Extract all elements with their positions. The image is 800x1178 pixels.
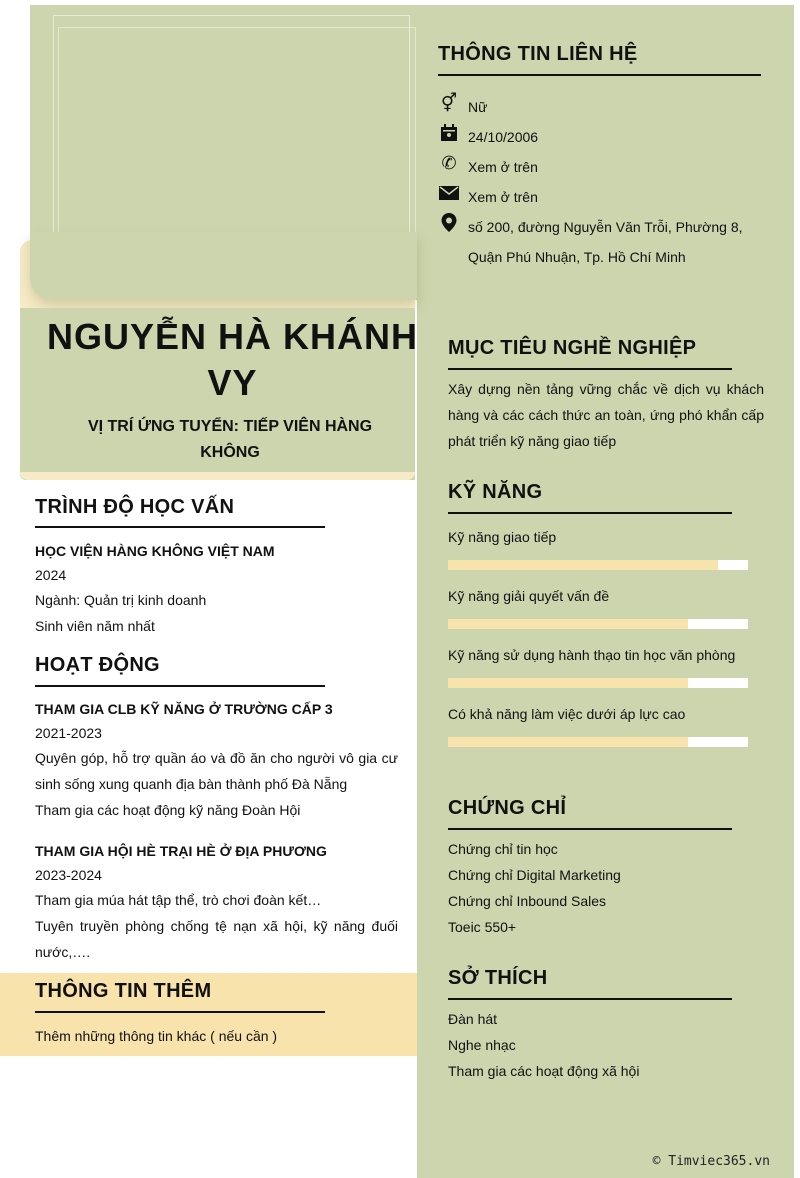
contact-birthday-row <box>438 122 538 152</box>
activities-title-underline <box>35 685 325 687</box>
activities-title: HOẠT ĐỘNG <box>35 654 160 676</box>
gender-icon: ⚥ <box>440 92 458 113</box>
email-icon <box>438 182 460 204</box>
hobbies-title-underline <box>448 998 732 1000</box>
contact-email-row <box>438 182 538 212</box>
skills-title-underline <box>448 512 732 514</box>
location-pin-icon <box>438 212 460 234</box>
education-title-underline <box>35 526 325 528</box>
certificate-item: Chứng chỉ Inbound Sales <box>448 893 607 909</box>
contact-title-underline <box>438 74 761 76</box>
activity-name: THAM GIA CLB KỸ NĂNG Ở TRƯỜNG CẤP 3 <box>35 701 333 717</box>
skill-label: Kỹ năng sử dụng hành thạo tin học văn phòng <box>448 647 736 663</box>
skill-bar <box>448 560 748 570</box>
activity-description: Tham gia các hoạt động kỹ năng Đoàn Hội <box>35 802 301 818</box>
candidate-name: NGUYỄN HÀ KHÁNH VY <box>46 316 418 403</box>
education-school: HỌC VIỆN HÀNG KHÔNG VIỆT NAM <box>35 543 275 559</box>
education-major: Ngành: Quản trị kinh doanh <box>35 592 207 608</box>
watermark: © Timviec365.vn <box>652 1154 770 1169</box>
skill-bar <box>448 737 748 747</box>
objective-title: MỤC TIÊU NGHỀ NGHIỆP <box>448 337 697 359</box>
certificate-item: Chứng chỉ tin học <box>448 841 558 857</box>
gender-value: Nữ <box>468 99 488 115</box>
activity-description: Tuyên truyền phòng chống tệ nạn xã hội, kỹ năng đuối nước,…. <box>35 918 398 960</box>
skill-bar-fill <box>448 560 718 570</box>
activity-name: THAM GIA HỘI HÈ TRẠI HÈ Ở ĐỊA PHƯƠNG <box>35 843 327 859</box>
activity-period: 2021-2023 <box>35 725 102 741</box>
skill-label: Kỹ năng giải quyết vấn đề <box>448 588 610 604</box>
address-line-1: số 200, đường Nguyễn Văn Trỗi, Phường 8, <box>468 219 743 235</box>
skill-bar <box>448 678 748 688</box>
contact-phone-row <box>438 152 538 182</box>
hobby-item: Đàn hát <box>448 1011 498 1027</box>
contact-gender-row <box>438 92 487 122</box>
calendar-icon <box>438 122 460 144</box>
education-year: 2024 <box>35 567 67 583</box>
phone-value: Xem ở trên <box>468 159 538 175</box>
hobby-item: Tham gia các hoạt động xã hội <box>448 1063 640 1079</box>
address-line-2: Quận Phú Nhuận, Tp. Hồ Chí Minh <box>468 249 686 265</box>
hobby-item: Nghe nhạc <box>448 1037 516 1053</box>
objective-title-underline <box>448 368 732 370</box>
skill-label: Kỹ năng giao tiếp <box>448 529 557 545</box>
birthday-value: 24/10/2006 <box>468 129 539 145</box>
contact-address-row <box>438 212 743 272</box>
activity-period: 2023-2024 <box>35 867 102 883</box>
skill-bar <box>448 619 748 629</box>
hobbies-title: SỞ THÍCH <box>448 967 548 989</box>
contact-title: THÔNG TIN LIÊN HỆ <box>438 43 638 65</box>
activity-description: Quyên góp, hỗ trợ quần áo và đồ ăn cho người vô gia cư sinh sống xung quanh địa bàn thành phố Đà Nẵng <box>35 750 398 792</box>
email-value: Xem ở trên <box>468 189 538 205</box>
certificates-title-underline <box>448 828 732 830</box>
activity-description: Tham gia múa hát tập thể, trò chơi đoàn kết… <box>35 892 322 908</box>
skill-bar-fill <box>448 678 688 688</box>
skill-label: Có khả năng làm việc dưới áp lực cao <box>448 706 686 722</box>
skills-title: KỸ NĂNG <box>448 481 543 503</box>
extra-info-text: Thêm những thông tin khác ( nếu cần ) <box>35 1028 278 1044</box>
fold-panel <box>30 232 417 300</box>
skill-bar-fill <box>448 737 688 747</box>
education-status: Sinh viên năm nhất <box>35 618 155 634</box>
applied-position: VỊ TRÍ ỨNG TUYỂN: TIẾP VIÊN HÀNG KHÔNG <box>87 418 373 461</box>
name-block-edge <box>20 472 415 480</box>
phone-icon: ✆ <box>441 152 457 173</box>
extra-info-title: THÔNG TIN THÊM <box>35 980 212 1002</box>
certificates-title: CHỨNG CHỈ <box>448 797 567 819</box>
address-value <box>468 212 743 272</box>
certificate-item: Toeic 550+ <box>448 919 517 935</box>
extra-info-title-underline <box>35 1011 325 1013</box>
education-title: TRÌNH ĐỘ HỌC VẤN <box>35 496 235 518</box>
certificate-item: Chứng chỉ Digital Marketing <box>448 867 621 883</box>
objective-text: Xây dựng nền tảng vững chắc về dịch vụ khách hàng và các cách thức an toàn, ứng phó khẩn cấp phát triển kỹ năng giao tiếp <box>448 381 764 449</box>
skill-bar-fill <box>448 619 688 629</box>
